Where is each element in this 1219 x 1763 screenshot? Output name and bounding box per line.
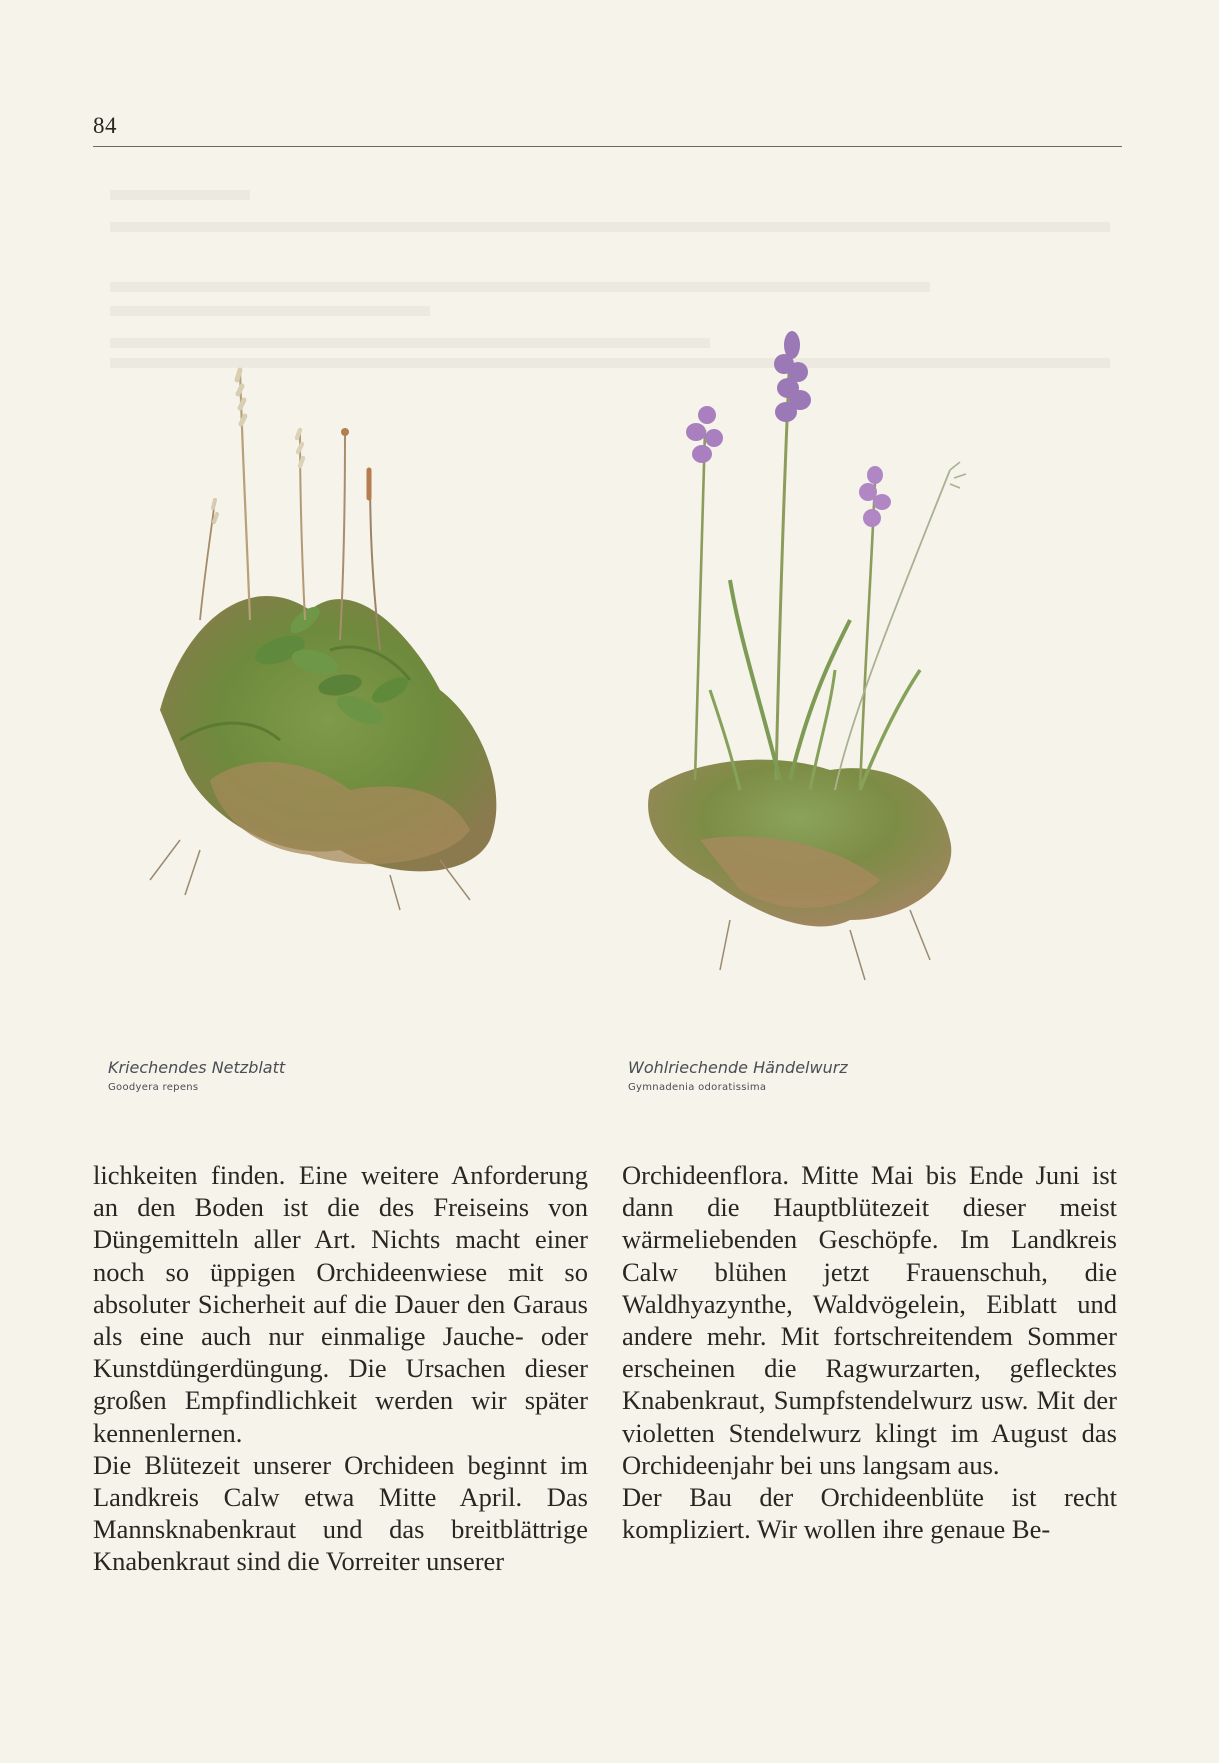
header-rule bbox=[93, 146, 1122, 147]
paragraph: Orchideenflora. Mitte Mai bis Ende Juni ist dann die Hauptblütezeit dieser meist wärmeliebenden Geschöpfe. Im Landkreis Calw blühen jetzt Frauenschuh, die Waldhyazynthe, Waldvögelein, Eiblatt und andere mehr. Mit fortschreitendem Sommer erscheinen die Ragwurzarten, geflecktes Knabenkraut, Sumpfstendelwurz usw. Mit der violetten Stendelwurz klingt im August das Orchideenjahr bei uns langsam aus. bbox=[622, 1160, 1117, 1480]
goodyera-plant bbox=[150, 370, 496, 910]
paragraph: lichkeiten finden. Eine weitere Anforderung an den Boden ist die des Freiseins von Düngemitteln aller Art. Nichts macht einer noch so üppigen Orchideenwiese mit so absoluter Sicherheit auf die Dauer den Garaus als eine auch nur einmalige Jauche- oder Kunstdüngerdüngung. Die Ursachen dieser großen Empfindlichkeit werden wir später kennenlernen. bbox=[93, 1160, 588, 1448]
plate-caption-right-latin: Gymnadenia odoratissima bbox=[628, 1082, 767, 1093]
page-number: 84 bbox=[93, 113, 117, 138]
body-column-left bbox=[93, 1159, 588, 1578]
paragraph: Der Bau der Orchideenblüte ist recht kompliziert. Wir wollen ihre genaue Be- bbox=[622, 1482, 1117, 1545]
plate-caption-left-latin: Goodyera repens bbox=[108, 1082, 199, 1093]
orchid-illustration bbox=[90, 320, 1130, 1140]
plate-caption-left-common: Kriechendes Netzblatt bbox=[108, 1058, 286, 1077]
body-column-right bbox=[622, 1159, 1117, 1545]
gymnadenia-plant bbox=[648, 331, 966, 980]
paragraph: Die Blütezeit unserer Orchideen beginnt im Landkreis Calw etwa Mitte April. Das Mannsknabenkraut und das breitblättrige Knabenkraut sind die Vorreiter unserer bbox=[93, 1449, 588, 1577]
plate-caption-right-common: Wohlriechende Händelwurz bbox=[628, 1058, 848, 1077]
